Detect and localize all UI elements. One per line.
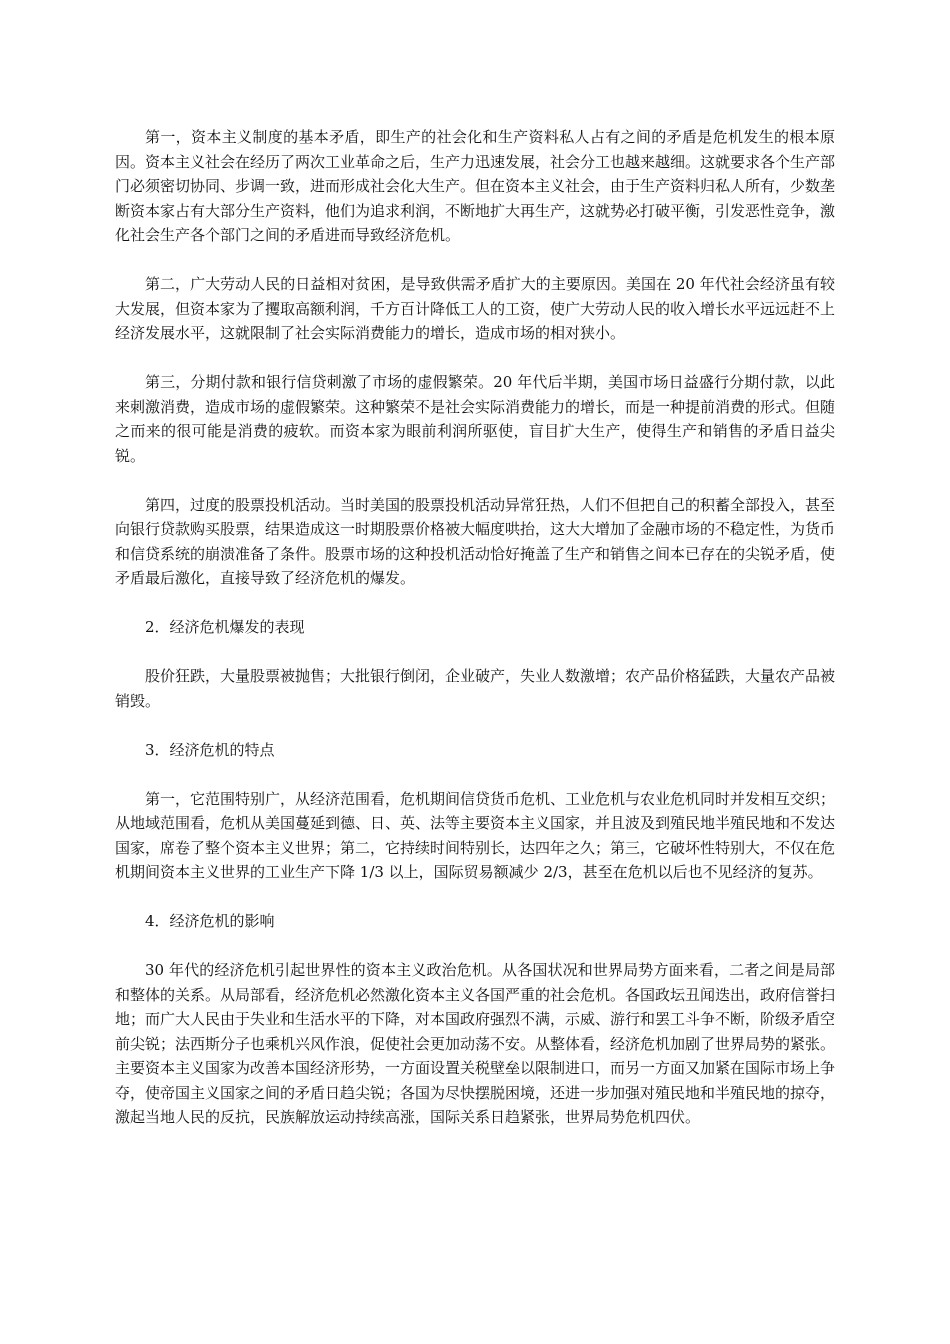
section-heading-impact: 4．经济危机的影响 <box>145 912 275 930</box>
paragraph-cause-4: 第四，过度的股票投机活动。当时美国的股票投机活动异常狂热，人们不但把自己的积蓄全部投入，甚至向银行贷款购买股票，结果造成这一时期股票价格被大幅度哄抬，这大大增加了金融市场的不稳定性，为货币和信贷系统的崩溃准备了条件。股票市场的这种投机活动恰好掩盖了生产和销售之间本已存在的尖锐矛盾，使矛盾最后激化，直接导致了经济危机的爆发。 <box>115 495 836 587</box>
paragraph-characteristics: 第一，它范围特别广，从经济范围看，危机期间信贷货币危机、工业危机与农业危机同时并发相互交织；从地域范围看，危机从美国蔓延到德、日、英、法等主要资本主义国家，并且波及到殖民地半殖民地和不发达国家，席卷了整个资本主义世界；第二，它持续时间特别长，达四年之久；第三，它破坏性特别大，不仅在危机期间资本主义世界的工业生产下降 1/3 以上，国际贸易额减少 2/3，甚至在危机以后也不见经济的复苏。 <box>115 789 836 881</box>
section-heading-characteristics: 3．经济危机的特点 <box>145 740 275 759</box>
paragraph-cause-1: 第一，资本主义制度的基本矛盾，即生产的社会化和生产资料私人占有之间的矛盾是危机发生的根本原因。资本主义社会在经历了两次工业革命之后，生产力迅速发展，社会分工也越来越细。这就要求各个生产部门必须密切协同、步调一致，进而形成社会化大生产。但在资本主义社会，由于生产资料归私人所有，少数垄断资本家占有大部分生产资料，他们为追求利润，不断地扩大再生产，这就势必打破平衡，引发恶性竞争，激化社会生产各个部门之间的矛盾进而导致经济危机。 <box>115 128 836 244</box>
document-body <box>115 125 835 1154</box>
paragraph-impact: 30 年代的经济危机引起世界性的资本主义政治危机。从各国状况和世界局势方面来看，二者之间是局部和整体的关系。从局部看，经济危机必然激化资本主义各国严重的社会危机。各国政坛丑闻迭出，政府信誉扫地；而广大人民由于失业和生活水平的下降，对本国政府强烈不满，示威、游行和罢工斗争不断，阶级矛盾空前尖锐；法西斯分子也乘机兴风作浪，促使社会更加动荡不安。从整体看，经济危机加剧了世界局势的紧张。主要资本主义国家为改善本国经济形势，一方面设置关税壁垒以限制进口，而另一方面又加紧在国际市场上争夺，使帝国主义国家之间的矛盾日趋尖锐；各国为尽快摆脱困境，还进一步加强对殖民地和半殖民地的掠夺，激起当地人民的反抗，民族解放运动持续高涨，国际关系日趋紧张，世界局势危机四伏。 <box>115 961 836 1126</box>
paragraph-cause-2: 第二，广大劳动人民的日益相对贫困，是导致供需矛盾扩大的主要原因。美国在 20 年代社会经济虽有较大发展，但资本家为了攫取高额利润，千方百计降低工人的工资，使广大劳动人民的收入增长水平远远赶不上经济发展水平，这就限制了社会实际消费能力的增长，造成市场的相对狭小。 <box>115 275 836 342</box>
section-heading-manifestation: 2．经济危机爆发的表现 <box>145 618 305 636</box>
paragraph-cause-3: 第三，分期付款和银行信贷刺激了市场的虚假繁荣。20 年代后半期，美国市场日益盛行分期付款，以此来刺激消费，造成市场的虚假繁荣。这种繁荣不是社会实际消费能力的增长，而是一种提前消费的形式。但随之而来的很可能是消费的疲软。而资本家为眼前利润所驱使，盲目扩大生产，使得生产和销售的矛盾日益尖锐。 <box>115 373 836 465</box>
paragraph-manifestation: 股价狂跌，大量股票被抛售；大批银行倒闭，企业破产，失业人数激增；农产品价格猛跌，大量农产品被销毁。 <box>115 667 836 710</box>
